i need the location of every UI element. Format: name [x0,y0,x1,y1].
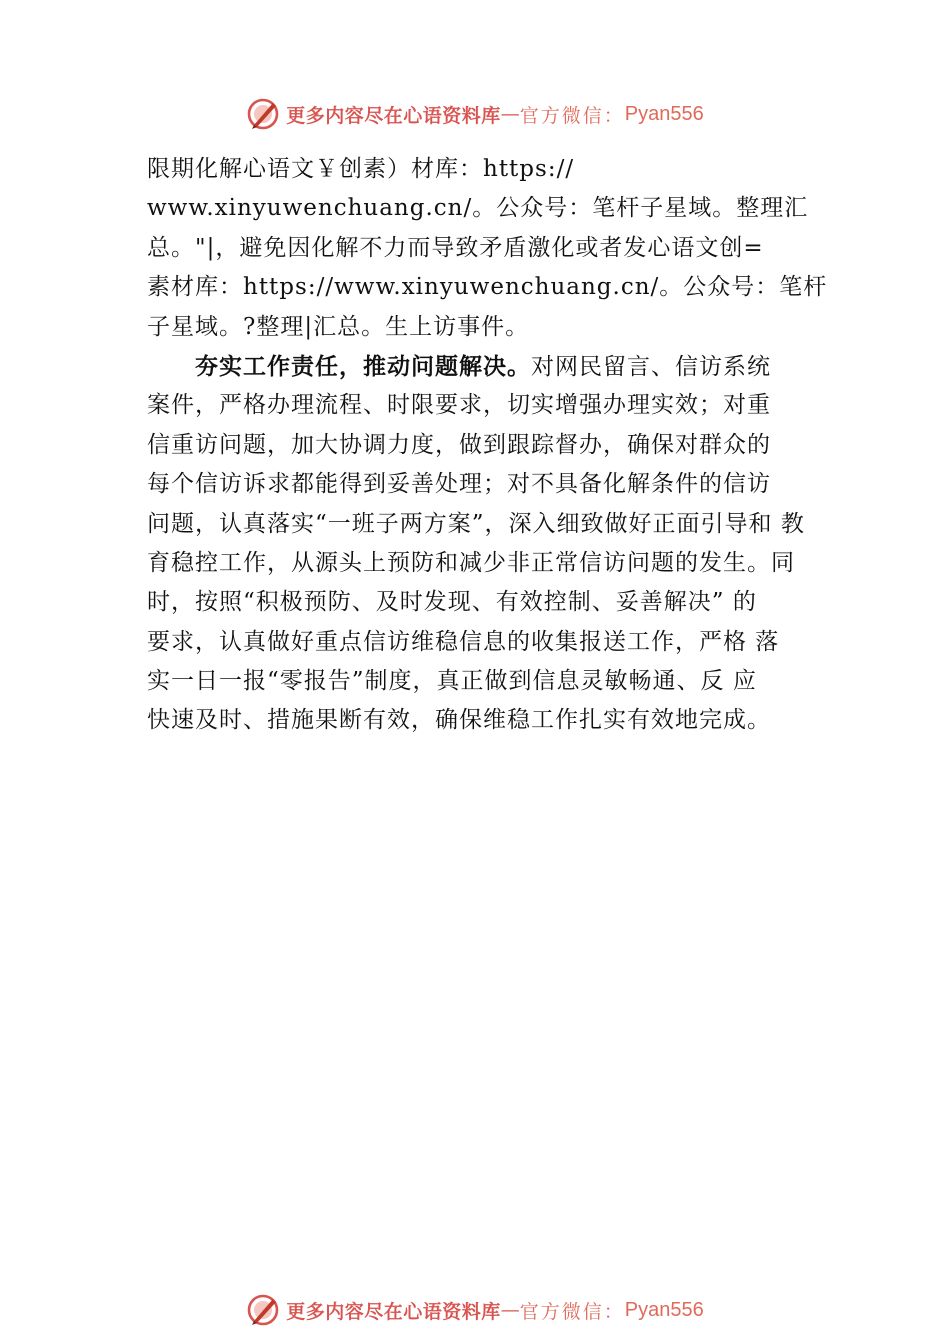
paragraph-line: 限期化解心语文￥创素）材库：https:// [147,156,575,182]
paragraph-line: 子星域。?整理|汇总。生上访事件。 [147,313,530,340]
banner-wechat-id: Pyan556 [624,1298,704,1321]
banner-wechat-label: 官方微信： [519,1300,625,1323]
paragraph-line: 信重访问题，加大协调力度，做到跟踪督办，确保对群众的 [147,431,771,458]
footer-banner [0,1290,950,1330]
paragraph-line: 每个信访诉求都能得到妥善处理；对不具备化解条件的信访 [147,471,771,498]
banner-title: 更多内容尽在心语资料库 [286,1300,501,1323]
paragraph-first-line [147,347,837,386]
paragraph-line: 时，按照“积极预防、及时发现、有效控制、妥善解决” 的 [147,589,757,616]
paragraph-line: 实一日一报“零报告”制度，真正做到信息灵敏畅通、反 应 [147,668,757,695]
banner-title: 更多内容尽在心语资料库 [286,104,501,127]
paragraph-line: 要求，认真做好重点信访维稳信息的收集报送工作，严格 落 [147,628,780,655]
document-body [147,150,837,741]
banner-dash: — [500,1299,520,1321]
header-banner [0,94,950,134]
paragraph-line: 案件，严格办理流程、时限要求，切实增强办理实效；对重 [147,392,771,419]
paragraph-line: 问题，认真落实“一班子两方案”，深入细致做好正面引导和 教 [147,510,805,537]
banner-wechat-label: 官方微信： [519,104,625,127]
paragraph-line: 快速及时、措施果断有效，确保维稳工作扎实有效地完成。 [147,707,771,734]
paragraph-line: 育稳控工作，从源头上预防和减少非正常信访问题的发生。同 [147,549,795,576]
pen-circle-logo-icon [246,1293,280,1327]
banner-dash: — [500,103,520,125]
paragraph-line: www.xinyuwenchuang.cn/。公众号：笔杆子星域。整理汇 [147,195,809,222]
pen-circle-logo-icon [246,97,280,131]
paragraph-first-line-rest: 对网民留言、信访系统 [531,353,771,380]
paragraph-1 [147,150,837,347]
paragraph-line: 素材库：https://www.xinyuwenchuang.cn/。公众号：笔杆 [147,274,828,301]
banner-wechat-id: Pyan556 [624,102,704,125]
paragraph-line: 总。"|，避免因化解不力而导致矛盾激化或者发心语文创= [147,234,764,261]
paragraph-heading: 夯实工作责任，推动问题解决。 [195,352,531,380]
paragraph-2 [147,347,837,741]
